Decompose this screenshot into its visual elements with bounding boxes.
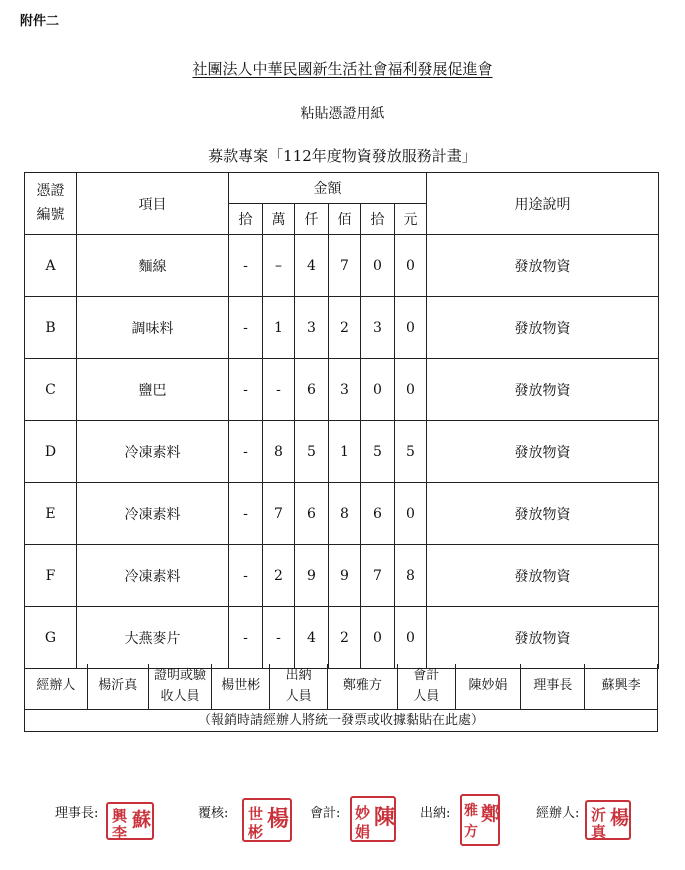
amount-digit: 4 — [295, 607, 329, 669]
amount-digit: 1 — [329, 421, 361, 483]
table-row — [25, 235, 659, 297]
amount-digit: - — [263, 607, 295, 669]
amount-digit: 3 — [295, 297, 329, 359]
item-name: 大燕麥片 — [77, 607, 229, 669]
purpose: 發放物資 — [427, 359, 659, 421]
purpose: 發放物資 — [427, 297, 659, 359]
table-row — [25, 483, 659, 545]
header-digit: 佰 — [329, 204, 361, 235]
header-purpose: 用途說明 — [427, 173, 659, 235]
amount-digit: - — [229, 235, 263, 297]
organization-title: 社團法人中華民國新生活社會福利發展促進會 — [192, 60, 493, 78]
amount-digit: 7 — [263, 483, 295, 545]
amount-digit: 3 — [329, 359, 361, 421]
amount-digit: 2 — [329, 607, 361, 669]
voucher-no: B — [25, 297, 77, 359]
amount-digit: 7 — [361, 545, 395, 607]
header-digit: 仟 — [295, 204, 329, 235]
table-row — [25, 297, 659, 359]
voucher-no: A — [25, 235, 77, 297]
purpose: 發放物資 — [427, 421, 659, 483]
accountant-name: 陳妙娟 — [456, 664, 522, 709]
amount-digit: 8 — [395, 545, 427, 607]
accountant-label: 會計 人員 — [398, 664, 456, 709]
amount-digit: 0 — [361, 235, 395, 297]
amount-digit: 4 — [295, 235, 329, 297]
amount-digit: 5 — [361, 421, 395, 483]
amount-digit: 1 — [263, 297, 295, 359]
amount-digit: 8 — [329, 483, 361, 545]
table-row — [25, 359, 659, 421]
amount-digit: 3 — [361, 297, 395, 359]
seal-accountant: 陳 妙 娟 — [350, 796, 396, 842]
amount-digit: 6 — [295, 483, 329, 545]
voucher-table — [24, 172, 659, 669]
amount-digit: - — [229, 483, 263, 545]
voucher-no: C — [25, 359, 77, 421]
item-name: 麵線 — [77, 235, 229, 297]
amount-digit: - — [229, 421, 263, 483]
item-name: 調味料 — [77, 297, 229, 359]
seal-label-chairman: 理事長: — [55, 806, 99, 821]
amount-digit: 0 — [395, 297, 427, 359]
amount-digit: - — [229, 359, 263, 421]
item-name: 冷凍素料 — [77, 421, 229, 483]
amount-digit: 7 — [329, 235, 361, 297]
verifier-label: 證明或驗 收人員 — [149, 664, 213, 709]
amount-digit: – — [263, 235, 295, 297]
amount-digit: - — [229, 607, 263, 669]
handler-name: 楊沂真 — [88, 664, 149, 709]
purpose: 發放物資 — [427, 607, 659, 669]
amount-digit: - — [263, 359, 295, 421]
item-name: 鹽巴 — [77, 359, 229, 421]
seal-label-reviewer: 覆核: — [198, 806, 229, 821]
seal-reviewer: 楊 世 彬 — [242, 798, 292, 842]
chairman-name: 蘇興李 — [601, 678, 641, 694]
amount-digit: 5 — [295, 421, 329, 483]
cashier-name: 鄭雅方 — [328, 664, 398, 709]
project-title: 募款專案「112年度物資發放服務計畫」 — [208, 147, 477, 165]
seal-area — [0, 790, 685, 850]
receipt-note: （報銷時請經辦人將統一發票或收據黏貼在此處） — [24, 710, 658, 732]
chairman-label: 理事長 — [521, 664, 585, 709]
purpose: 發放物資 — [427, 483, 659, 545]
amount-digit: 0 — [395, 483, 427, 545]
amount-digit: 6 — [295, 359, 329, 421]
seal-handler: 楊 沂 真 — [585, 800, 631, 840]
seal-chairman: 蘇 興 李 — [106, 802, 154, 840]
document-title: 粘貼憑證用紙 — [300, 106, 385, 122]
header-voucher-no: 憑證 編號 — [25, 173, 77, 235]
amount-digit: 2 — [329, 297, 361, 359]
amount-digit: 5 — [395, 421, 427, 483]
amount-digit: 0 — [395, 607, 427, 669]
annex-label: 附件二 — [20, 14, 60, 29]
cashier-label: 出納 人員 — [270, 664, 328, 709]
item-name: 冷凍素料 — [77, 483, 229, 545]
amount-digit: - — [229, 297, 263, 359]
amount-digit: 6 — [361, 483, 395, 545]
amount-digit: 9 — [295, 545, 329, 607]
voucher-no: D — [25, 421, 77, 483]
header-digit: 拾 — [361, 204, 395, 235]
table-row — [25, 607, 659, 669]
seal-label-accountant: 會計: — [310, 806, 341, 821]
voucher-no: G — [25, 607, 77, 669]
verifier-name: 楊世彬 — [212, 664, 270, 709]
item-name: 冷凍素料 — [77, 545, 229, 607]
amount-digit: 0 — [395, 235, 427, 297]
header-digit: 拾 — [229, 204, 263, 235]
amount-digit: 8 — [263, 421, 295, 483]
voucher-no: F — [25, 545, 77, 607]
amount-digit: 9 — [329, 545, 361, 607]
table-row — [25, 545, 659, 607]
amount-digit: 0 — [361, 607, 395, 669]
voucher-no: E — [25, 483, 77, 545]
seal-label-cashier: 出納: — [420, 806, 451, 821]
table-row — [25, 421, 659, 483]
header-digit: 萬 — [263, 204, 295, 235]
header-amount: 金額 — [229, 173, 427, 204]
amount-digit: 2 — [263, 545, 295, 607]
signature-row — [24, 664, 658, 710]
seal-cashier: 鄭 雅 方 — [460, 794, 500, 846]
amount-digit: 0 — [395, 359, 427, 421]
handler-label: 經辦人 — [25, 664, 88, 709]
amount-digit: 0 — [361, 359, 395, 421]
amount-digit: - — [229, 545, 263, 607]
purpose: 發放物資 — [427, 545, 659, 607]
header-digit: 元 — [395, 204, 427, 235]
purpose: 發放物資 — [427, 235, 659, 297]
header-item: 項目 — [77, 173, 229, 235]
seal-label-handler: 經辦人: — [536, 806, 580, 821]
